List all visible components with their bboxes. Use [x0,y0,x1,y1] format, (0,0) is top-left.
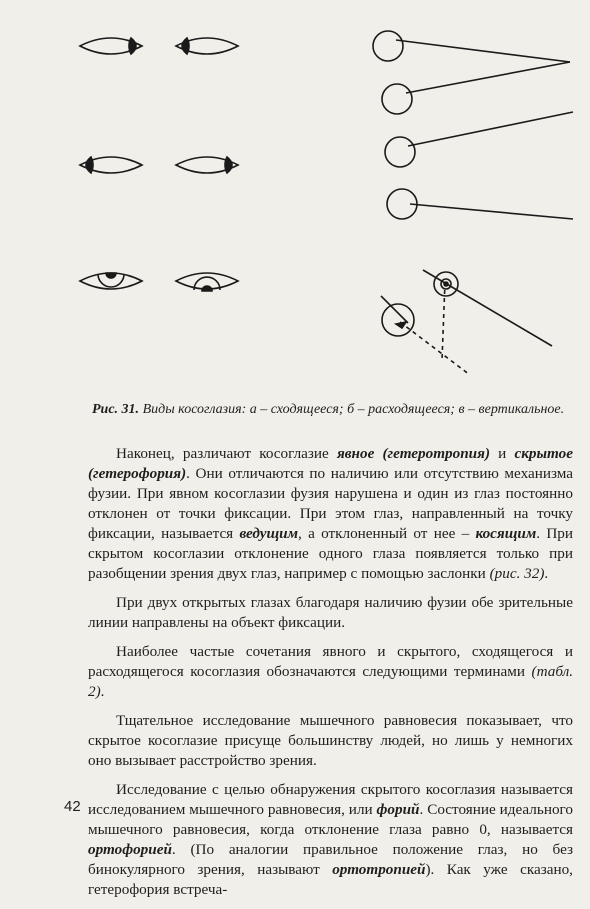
term-emphasis: косящим [475,525,537,542]
term-emphasis: ортофорией [88,841,172,858]
paragraph [88,780,573,900]
pupil-right [202,286,212,291]
text-run: , а отклоненный от нее – [298,525,476,542]
body-text [88,444,573,909]
text-run: . Они отличаются по наличию или отсутствию механизма фузии. При явном косоглазии фузия нарушена и один из глаз постоянно отклонен от точки фиксации. При этом глаз, направленный на точку фиксации, называется [88,465,573,542]
text-run: . (По аналогии правильное положение глаз, но без бинокулярного зрения, называют [88,841,573,878]
text-run: . При скрытом косоглазии отклонение одного глаза появляется только при разобщении зрения двух глаз, например с помощью заслонки [88,525,574,582]
figure-caption-text: Виды косоглазия: а – сходящееся; б – расходящееся; в – вертикальное. [139,402,565,417]
page-number: 42 [64,798,81,815]
paragraph [88,593,573,633]
axis-diagram-divergent [385,112,573,219]
iris-right [182,38,189,54]
iris-left [129,38,136,54]
term-emphasis: скрытое (гетерофория) [88,445,573,482]
paragraph [88,711,573,771]
figure-label: Рис. 31. [92,402,140,417]
iris-right [225,157,232,173]
iris-left [86,157,93,173]
eye-pair-divergent [80,157,238,173]
text-run: Наиболее частые сочетания явного и скрытого, сходящегося и расходящегося косоглазия обозначаются следующими терминами [88,643,573,680]
text-run: . [100,683,105,700]
reference-text: (табл. 2) [88,663,573,700]
paragraph [88,444,573,584]
strabismus-figure [0,0,590,400]
eye-pair-vertical [80,273,238,291]
text-run: ). Как уже сказано, гетерофория встреча- [88,861,573,898]
text-run: . [544,565,549,582]
term-emphasis: ортотропией [332,861,426,878]
axis-diagram-convergent [373,31,570,114]
text-run: Наконец, различают косоглазие [116,445,337,462]
text-run: Тщательное исследование мышечного равновесия показывает, что скрытое косоглазие присуще большинству людей, но лишь у немногих оно вызывает расстройство зрения. [88,712,573,769]
text-run: Исследование с целью обнаружения скрытого косоглазия называется исследованием мышечного равновесия, или [88,781,573,818]
axis-diagram-vertical [381,270,552,375]
reference-text: (рис. 32) [489,565,545,582]
text-run: и [490,445,515,462]
text-run: При двух открытых глазах благодаря наличию фузии обе зрительные линии направлены на объект фиксации. [88,594,573,631]
pupil-left [106,273,116,278]
figure-caption [92,402,572,418]
eye-pair-convergent [80,38,238,54]
term-emphasis: форий [376,801,420,818]
term-emphasis: ведущим [239,525,298,542]
text-run: . Состояние идеального мышечного равновесия, когда отклонение глаза равно 0, называется [88,801,573,838]
paragraph [88,642,573,702]
term-emphasis: явное (гетеротропия) [336,445,491,462]
